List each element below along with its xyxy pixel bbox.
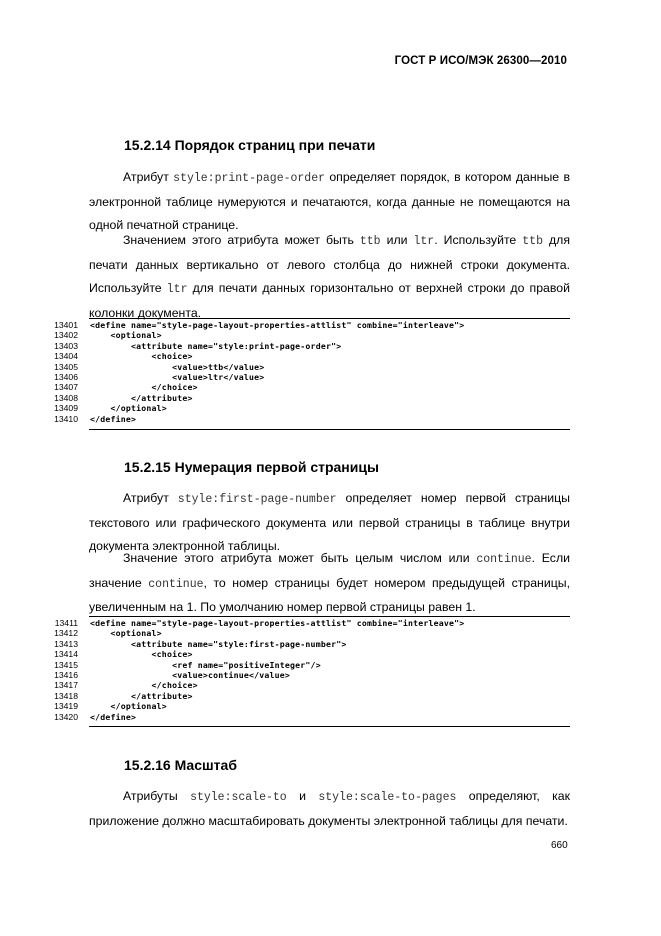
code-text: </attribute> xyxy=(90,690,193,701)
code-text: <attribute name="style:print-page-order"> xyxy=(90,340,342,351)
code-line xyxy=(0,382,661,392)
code-line xyxy=(0,680,661,690)
line-number: 13412 xyxy=(54,628,78,639)
code-text: <define name="style-page-layout-properties-attlist" combine="interleave"> xyxy=(90,618,465,628)
line-number: 13416 xyxy=(54,669,78,680)
code-line xyxy=(0,341,661,351)
code-inline: ltr xyxy=(166,283,188,296)
code-block-first-page-number xyxy=(0,618,661,722)
line-number: 13413 xyxy=(54,638,78,649)
line-number: 13420 xyxy=(54,711,78,722)
line-number: 13415 xyxy=(54,659,78,670)
paragraph-scale-description: Атрибуты style:scale-to и style:scale-to-pages определяют, как приложение должно масштабировать документы электронной таблицы для печати. xyxy=(89,789,571,828)
line-number: 13417 xyxy=(54,680,78,691)
code-text: </optional> xyxy=(90,403,167,414)
line-number: 13409 xyxy=(54,403,78,414)
code-text: </choice> xyxy=(90,382,198,393)
code-inline: continue xyxy=(148,577,204,591)
line-number: 13407 xyxy=(54,382,78,393)
code-inline: continue xyxy=(476,553,532,566)
code-block-print-order xyxy=(0,320,661,424)
code-inline: ttb xyxy=(359,235,381,248)
code-line xyxy=(0,628,661,638)
section-title-scale: 15.2.16 Масштаб xyxy=(124,757,237,773)
paragraph-first-page-description: Атрибут style:first-page-number определяет номер первой страницы текстового или графического документа или первой страницы в таблице внутри документа электронной таблицы. xyxy=(89,491,570,553)
code-text: <choice> xyxy=(90,649,193,660)
line-number: 13406 xyxy=(54,371,78,382)
code-line xyxy=(0,362,661,372)
code-text: <ref name="positiveInteger"/> xyxy=(90,659,321,670)
code-line xyxy=(0,712,661,722)
code-inline: style:scale-to-pages xyxy=(318,791,457,804)
code-block-bottom-rule xyxy=(89,429,570,430)
code-inline: style:first-page-number xyxy=(177,493,337,506)
code-line xyxy=(0,639,661,649)
document-header: ГОСТ Р ИСО/МЭК 26300—2010 xyxy=(394,55,567,67)
code-inline: ltr xyxy=(413,235,435,248)
code-text: </optional> xyxy=(90,701,167,712)
code-line xyxy=(0,660,661,670)
code-line xyxy=(0,618,661,628)
code-inline: style:print-page-order xyxy=(173,172,325,185)
line-number: 13402 xyxy=(54,330,78,341)
code-line xyxy=(0,372,661,382)
code-line xyxy=(0,691,661,701)
code-block-top-rule xyxy=(89,318,570,319)
code-line xyxy=(0,701,661,711)
code-text: </define> xyxy=(90,413,137,424)
code-block-bottom-rule xyxy=(89,726,570,727)
line-number: 13418 xyxy=(54,690,78,701)
code-line xyxy=(0,403,661,413)
code-text: <define name="style-page-layout-properties-attlist" combine="interleave"> xyxy=(90,320,465,330)
code-text: <attribute name="style:first-page-number"> xyxy=(90,638,347,649)
code-block-top-rule xyxy=(89,616,570,617)
line-number: 13401 xyxy=(54,320,78,330)
line-number: 13414 xyxy=(54,649,78,660)
code-line xyxy=(0,670,661,680)
code-line xyxy=(0,393,661,403)
line-number: 13405 xyxy=(54,361,78,372)
code-inline: ttb xyxy=(522,235,543,248)
line-number: 13411 xyxy=(54,618,78,628)
code-text: </define> xyxy=(90,711,137,722)
code-line xyxy=(0,330,661,340)
line-number: 13404 xyxy=(54,351,78,362)
line-number: 13403 xyxy=(54,340,78,351)
code-line xyxy=(0,414,661,424)
code-text: <value>continue</value> xyxy=(90,669,291,680)
line-number: 13410 xyxy=(54,413,78,424)
paragraph-print-order-values: Значением этого атрибута может быть ttb или ltr. Используйте ttb для печати данных вертикально от левого столбца до нижней строки документа. Используйте ltr для печати данных горизонтально от верхней строки до правой колонки документа. xyxy=(89,233,570,320)
code-text: </choice> xyxy=(90,680,198,691)
code-text: </attribute> xyxy=(90,392,193,403)
code-text: <value>ltr</value> xyxy=(90,371,265,382)
paragraph-print-order-description: Атрибут style:print-page-order определяет порядок, в котором данные в электронной таблице нумеруются и печатаются, когда данные не помещаются на одной печатной странице. xyxy=(89,170,570,232)
code-line xyxy=(0,649,661,659)
code-text: <optional> xyxy=(90,330,162,341)
paragraph-first-page-values: Значение этого атрибута может быть целым числом или continue. Если значение continue, то номер страницы будет номером предыдущей страницы, увеличенным на 1. По умолчанию номер первой страницы равен 1. xyxy=(89,551,571,614)
line-number: 13419 xyxy=(54,701,78,712)
code-line xyxy=(0,351,661,361)
section-title-print-order: 15.2.14 Порядок страниц при печати xyxy=(124,137,376,153)
section-title-first-page-number: 15.2.15 Нумерация первой страницы xyxy=(124,459,379,475)
code-text: <choice> xyxy=(90,351,193,362)
code-inline: style:scale-to xyxy=(190,791,287,804)
code-line xyxy=(0,320,661,330)
line-number: 13408 xyxy=(54,392,78,403)
code-text: <optional> xyxy=(90,628,162,639)
code-text: <value>ttb</value> xyxy=(90,361,265,372)
page-number: 660 xyxy=(551,840,568,851)
